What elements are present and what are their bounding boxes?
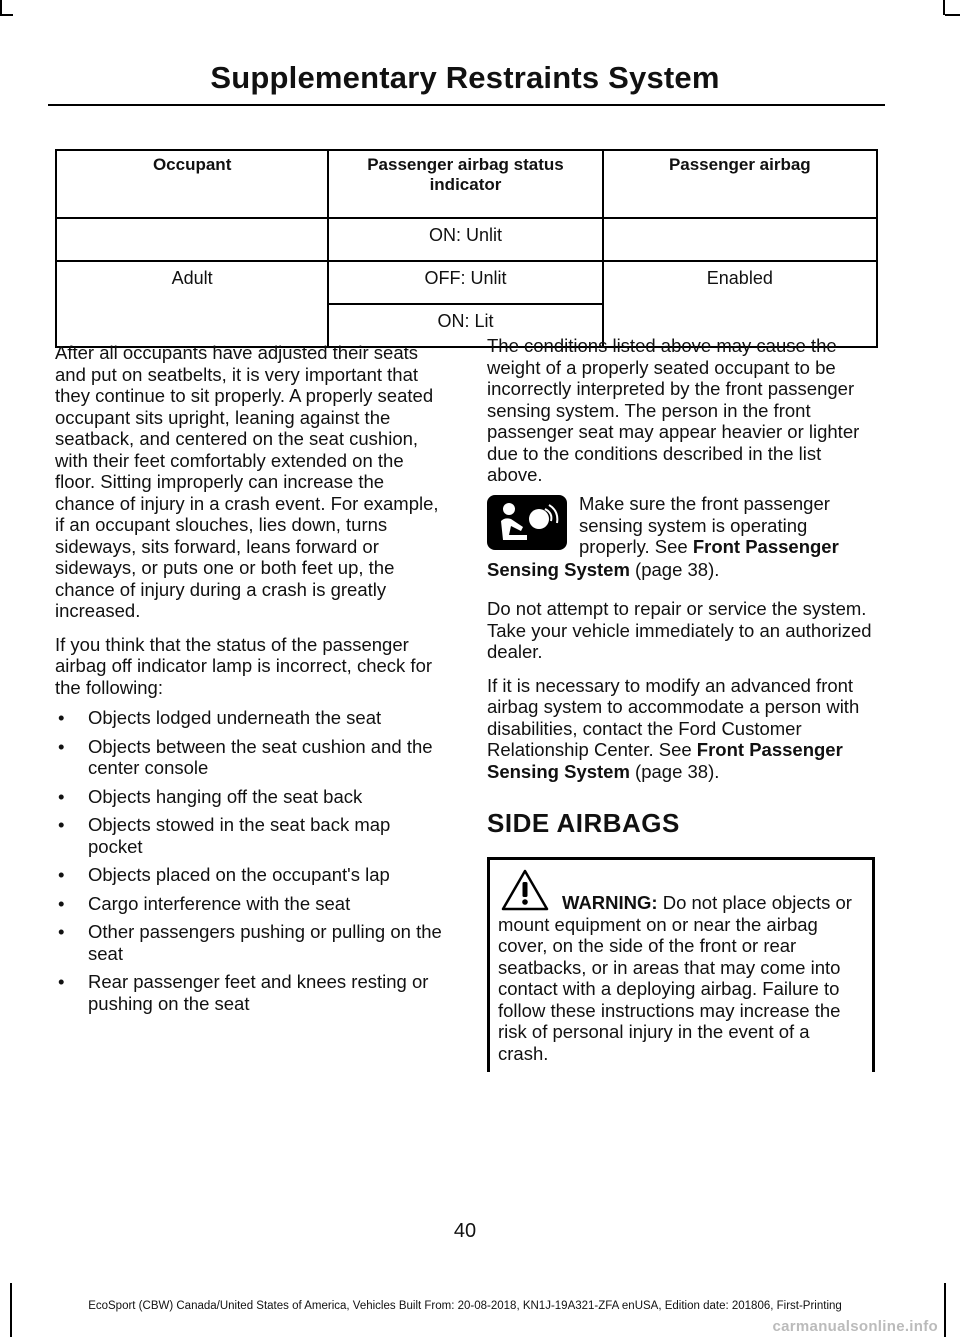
bullet-marker: •: [58, 814, 65, 835]
body-paragraph: If it is necessary to modify an advanced front airbag system to accommodate a person with disabilities, contact the Ford Customer Relationship Center. See Front Passenger Sensing System (page 38).: [487, 674, 860, 782]
table-header-airbag: Passenger airbag: [603, 150, 877, 218]
right-column-body: [487, 598, 879, 794]
page-title: Supplementary Restraints System: [210, 60, 720, 95]
table-header-indicator: Passenger airbag status indicator: [328, 150, 602, 218]
table-header-occupant: Occupant: [56, 150, 328, 218]
crop-mark: [943, 0, 945, 15]
warning-label: WARNING:: [562, 892, 658, 913]
bullet-marker: •: [58, 921, 65, 942]
cross-reference-link[interactable]: Front Passenger Sensing System: [487, 739, 843, 782]
table-cell-occupant: Adult: [56, 261, 328, 347]
icon-paragraph-continued: Sensing System (page 38).: [487, 559, 720, 580]
list-item: • Objects hanging off the seat back: [58, 785, 363, 807]
warning-text: WARNING: Do not place objects or mount equipment on or near the airbag cover, on the side of the front or rear seatbacks, or in areas that may come into contact with a deploying airbag. Failure to follow these instructions may increase the risk of personal injury in the event of a crash.: [498, 892, 852, 1064]
table-cell-airbag: [603, 218, 877, 261]
crop-mark: [0, 0, 2, 14]
list-item: • Objects placed on the occupant's lap: [58, 864, 390, 885]
watermark: carmanualsonline.info: [772, 1318, 938, 1335]
table-cell-indicator: ON: Lit: [328, 304, 602, 347]
table-cell-airbag: Enabled: [603, 261, 877, 347]
table-row: [56, 218, 877, 261]
list-item: • Objects between the seat cushion and the center console: [58, 735, 433, 778]
list-item: • Objects lodged underneath the seat: [58, 707, 382, 728]
page-number: 40: [453, 1220, 477, 1242]
icon-paragraph: Make sure the front passenger sensing system is operating properly. See Front Passenger: [579, 493, 839, 557]
bullet-marker: •: [58, 735, 65, 757]
table-row: [56, 261, 877, 304]
right-column-intro: [487, 335, 879, 498]
table-cell-occupant: [56, 218, 328, 261]
table-header-row: [56, 150, 877, 218]
bullet-marker: •: [58, 892, 65, 914]
cross-reference-link[interactable]: Sensing System: [487, 559, 630, 580]
left-column: [55, 342, 447, 1021]
list-item: • Objects stowed in the seat back map pocket: [58, 814, 391, 857]
list-item: • Other passengers pushing or pulling on the seat: [58, 921, 442, 964]
cross-reference-link[interactable]: Front Passenger: [692, 536, 839, 557]
crop-mark: [0, 14, 13, 16]
section-heading: SIDE AIRBAGS: [487, 808, 680, 838]
check-list: [55, 707, 447, 1014]
bullet-marker: •: [58, 707, 65, 728]
airbag-status-table: [55, 149, 878, 348]
list-item: • Rear passenger feet and knees resting or pushing on the seat: [58, 971, 429, 1014]
warning-box: [487, 857, 875, 1072]
crop-mark: [945, 14, 960, 16]
footer-text: EcoSport (CBW) Canada/United States of America, Vehicles Built From: 20-08-2018, KN1J-19A321-ZFA enUSA, Edition date: 201806, First-Printing: [88, 1300, 842, 1312]
crop-mark: [944, 1283, 946, 1337]
bullet-marker: •: [58, 785, 65, 807]
list-item: • Cargo interference with the seat: [58, 892, 351, 914]
table-cell-indicator: ON: Unlit: [328, 218, 602, 261]
bullet-marker: •: [58, 864, 65, 885]
bullet-marker: •: [58, 971, 65, 992]
body-paragraph: After all occupants have adjusted their seats and put on seatbelts, it is very important that they continue to sit properly. A properly seated occupant sits upright, leaning against the seatback, and centered on the seat cushion, with their feet comfortably extended on the floor. Sitting improperly can increase the chance of injury in a crash event. For example, if an occupant slouches, lies down, turns sideways, sits forward, leans forward or sideways, or puts one or both feet up, the chance of injury during a crash is greatly increased.: [55, 342, 439, 621]
airbag-occupant-icon: [487, 495, 567, 550]
body-paragraph: The conditions listed above may cause the weight of a properly seated occupant to be incorrectly interpreted by the front passenger sensing system. The person in the front passenger seat may appear heavier or lighter due to the conditions described in the list above.: [487, 335, 860, 485]
title-divider: [48, 104, 885, 106]
body-paragraph: If you think that the status of the passenger airbag off indicator lamp is incorrect, check for the following:: [55, 633, 433, 698]
table-cell-indicator: OFF: Unlit: [328, 261, 602, 304]
body-paragraph: Do not attempt to repair or service the system. Take your vehicle immediately to an authorized dealer.: [487, 598, 872, 662]
airbag-occupant-icon-graphic: [487, 495, 567, 550]
